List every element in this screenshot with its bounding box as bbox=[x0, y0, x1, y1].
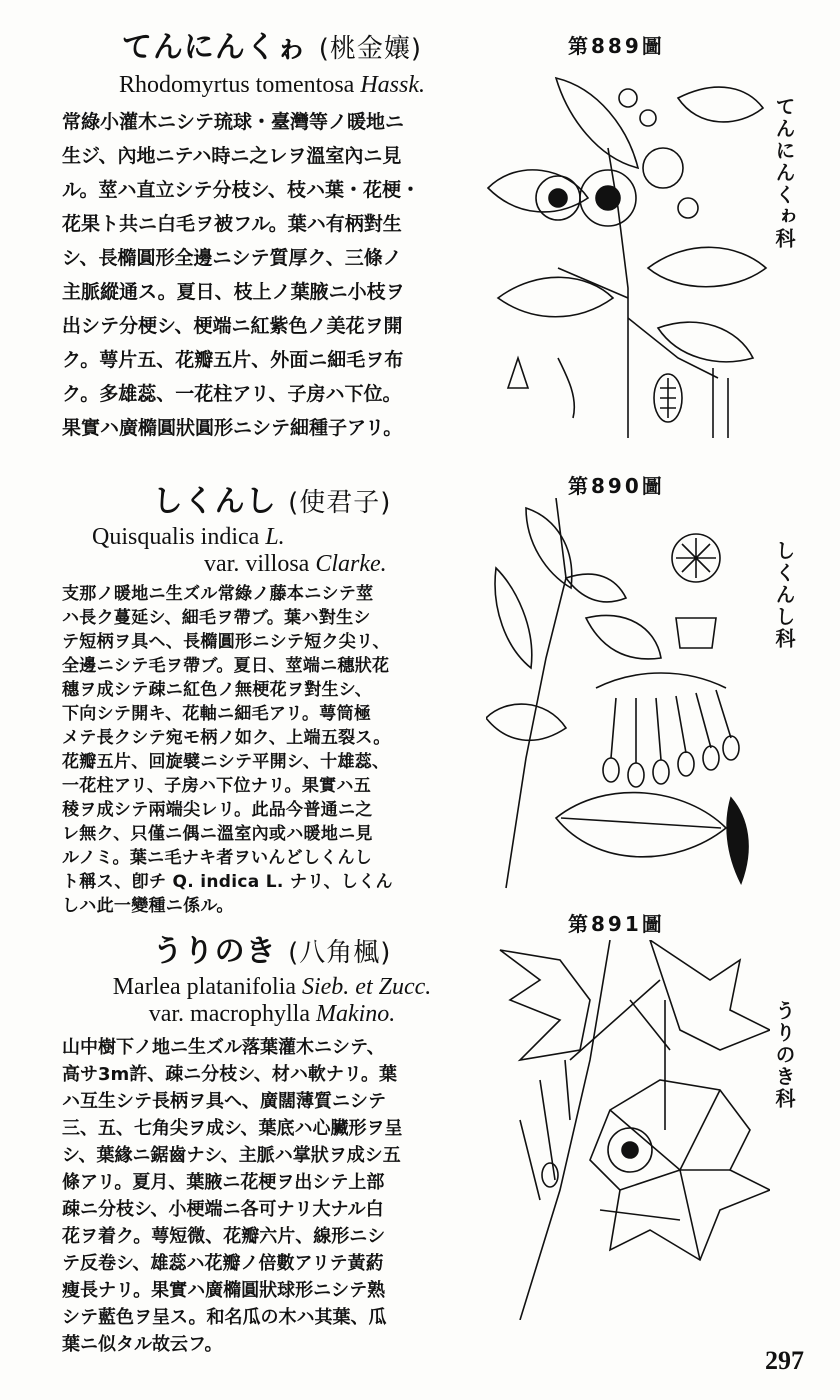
entry-3-body-line: テ反卷シ、雄蕊ハ花瓣ノ倍數アリテ黃葯 bbox=[62, 1253, 384, 1274]
entry-3-body-line: 葉ニ似タル故云フ。 bbox=[62, 1334, 223, 1355]
entry-1-body-line: 生ジ、內地ニテハ時ニ之レヲ溫室內ニ見 bbox=[62, 145, 402, 167]
entry-1-body-line: ク。多雄蕊、一花柱アリ、子房ハ下位。 bbox=[62, 383, 402, 405]
entry-2-body-line: 全邊ニシテ毛ヲ帶ブ。夏日、莖端ニ穗狀花 bbox=[62, 656, 390, 676]
entry-3-family-label: うりのき科 bbox=[772, 1000, 796, 1110]
entry-2-body-line: 穗ヲ成シテ疎ニ紅色ノ無梗花ヲ對生シ、 bbox=[62, 680, 373, 700]
entry-2-body-line: 稜ヲ成シテ兩端尖レリ。此品今普通ニ之 bbox=[62, 800, 373, 820]
entry-2-title bbox=[62, 476, 482, 520]
entry-3-body-line: シテ藍色ヲ呈ス。和名瓜の木ハ其葉、瓜 bbox=[62, 1307, 387, 1328]
entry-2-sci-name: Quisqualis indica bbox=[92, 524, 260, 550]
entry-3-body-line: シ、葉緣ニ鋸齒ナシ、主脈ハ掌狀ヲ成シ五 bbox=[62, 1145, 401, 1166]
entry-3-body-line: 條アリ。夏月、葉腋ニ花梗ヲ出シテ上部 bbox=[62, 1172, 385, 1193]
entry-3-sci-author: Sieb. et Zucc. bbox=[301, 974, 432, 1000]
entry-1-text bbox=[62, 22, 482, 445]
entry-3-body-line: 三、五、七角尖ヲ成シ、葉底ハ心臟形ヲ呈 bbox=[62, 1118, 403, 1139]
entry-2-variety bbox=[62, 551, 482, 578]
entry-1-body-line: 花果ト共ニ白毛ヲ被フル。葉ハ有柄對生 bbox=[62, 213, 402, 235]
entry-2-scientific-name bbox=[62, 524, 482, 551]
entry-2-body-line: しハ此一變種ニ係ル。 bbox=[62, 896, 234, 916]
entry-2-body-line: 支那ノ暖地ニ生ズル常綠ノ藤本ニシテ莖 bbox=[62, 584, 374, 604]
entry-2-sci-author: L. bbox=[265, 524, 285, 550]
entry-3-variety bbox=[62, 1001, 482, 1028]
entry-1-title-kana: てんにんくゎ bbox=[121, 30, 308, 65]
entry-1-body bbox=[62, 105, 482, 445]
entry-1-title-kanji: (桃金孃) bbox=[318, 34, 423, 64]
entry-3-body-line: ハ互生シテ長柄ヲ具ヘ、廣闊薄質ニシテ bbox=[62, 1091, 386, 1112]
entry-2-title-kana: しくんし bbox=[152, 484, 277, 519]
entry-3-scientific-name bbox=[62, 974, 482, 1001]
entry-1-body-line: ク。萼片五、花瓣五片、外面ニ細毛ヲ布 bbox=[62, 349, 404, 371]
entry-3-text bbox=[62, 926, 482, 1358]
entry-3-sci-name: Marlea platanifolia bbox=[112, 974, 296, 1000]
entry-3-title-kana: うりのき bbox=[152, 934, 277, 969]
entry-1-scientific-name bbox=[62, 72, 482, 99]
entry-2-body-line: テ短柄ヲ具ヘ、長橢圓形ニシテ短ク尖リ、 bbox=[62, 632, 390, 652]
entry-3-body-line: 瘦長ナリ。果實ハ廣橢圓狀球形ニシテ熟 bbox=[62, 1280, 386, 1301]
entry-3-figure-number: 第891圖 bbox=[568, 912, 665, 936]
entry-2-family-label: しくんし科 bbox=[772, 540, 796, 650]
entry-1-title bbox=[62, 22, 482, 66]
entry-3-body-line: 疎ニ分枝シ、小梗端ニ各可ナリ大ナル白 bbox=[62, 1199, 384, 1220]
entry-3-title bbox=[62, 926, 482, 970]
entry-2-body-line: メテ長クシテ宛モ柄ノ如ク、上端五裂ス。 bbox=[62, 728, 391, 748]
rhodomyrtus-illustration bbox=[478, 58, 768, 446]
entry-3-title-kanji: (八角楓) bbox=[288, 938, 392, 968]
entry-1-sci-name: Rhodomyrtus tomentosa bbox=[119, 72, 355, 98]
entry-2-body-line: ルノミ。葉ニ毛ナキ者ヲいんどしくんし bbox=[62, 848, 373, 868]
entry-2-body-line: ト稱ス、卽チ Q. indica L. ナリ、しくん bbox=[62, 872, 393, 892]
entry-3-body-line: 山中樹下ノ地ニ生ズル落葉灌木ニシテ、 bbox=[62, 1037, 385, 1058]
entry-1-body-line: 果實ハ廣橢圓狀圓形ニシテ細種子アリ。 bbox=[62, 417, 403, 439]
entry-3-body bbox=[62, 1034, 482, 1358]
entry-1-body-line: 主脈縱通ス。夏日、枝上ノ葉腋ニ小枝ヲ bbox=[62, 281, 405, 303]
page-number: 297 bbox=[765, 1346, 804, 1375]
entry-2-sci-var: var. villosa bbox=[204, 551, 310, 577]
entry-2-body-line: レ無ク、只僅ニ偶ニ溫室內或ハ暖地ニ見 bbox=[62, 824, 373, 844]
entry-3-body-line: 花ヲ着ク。萼短微、花瓣六片、線形ニシ bbox=[62, 1226, 386, 1247]
entry-1-body-line: 出シテ分梗シ、梗端ニ紅紫色ノ美花ヲ開 bbox=[62, 315, 403, 337]
entry-1-body-line: シ、長橢圓形全邊ニシテ質厚ク、三條ノ bbox=[62, 247, 402, 269]
entry-2-body-line: 一花柱アリ、子房ハ下位ナリ。果實ハ五 bbox=[62, 776, 372, 796]
entry-1-body-line: 常綠小灌木ニシテ琉球・臺灣等ノ暖地ニ bbox=[62, 111, 405, 133]
entry-1-sci-author: Hassk. bbox=[360, 72, 425, 98]
entry-2-figure-number: 第890圖 bbox=[568, 474, 665, 498]
entry-1-family-label: てんにんくゎ科 bbox=[772, 96, 796, 250]
quisqualis-illustration bbox=[486, 498, 762, 890]
entry-1-body-line: ル。莖ハ直立シテ分枝シ、枝ハ葉・花梗・ bbox=[62, 179, 420, 201]
entry-1-figure-number: 第889圖 bbox=[568, 34, 665, 58]
entry-2-title-kanji: (使君子) bbox=[288, 488, 392, 518]
entry-3-body-line: 高サ3m許、疎ニ分枝シ、材ハ軟ナリ。葉 bbox=[62, 1064, 397, 1085]
entry-2-body-line: ハ長ク蔓延シ、細毛ヲ帶ブ。葉ハ對生シ bbox=[62, 608, 371, 628]
entry-2-sci-var-author: Clarke. bbox=[315, 551, 387, 577]
entry-2-body-line: 花瓣五片、回旋襞ニシテ平開シ、十雄蕊、 bbox=[62, 752, 390, 772]
marlea-illustration bbox=[480, 940, 770, 1320]
entry-3-sci-var-author: Makino. bbox=[315, 1001, 396, 1027]
entry-2-body-line: 下向シテ開キ、花軸ニ細毛アリ。萼筒極 bbox=[62, 704, 372, 724]
entry-3-sci-var: var. macrophylla bbox=[148, 1001, 310, 1027]
entry-2-body bbox=[62, 582, 482, 918]
entry-2-text bbox=[62, 476, 482, 918]
